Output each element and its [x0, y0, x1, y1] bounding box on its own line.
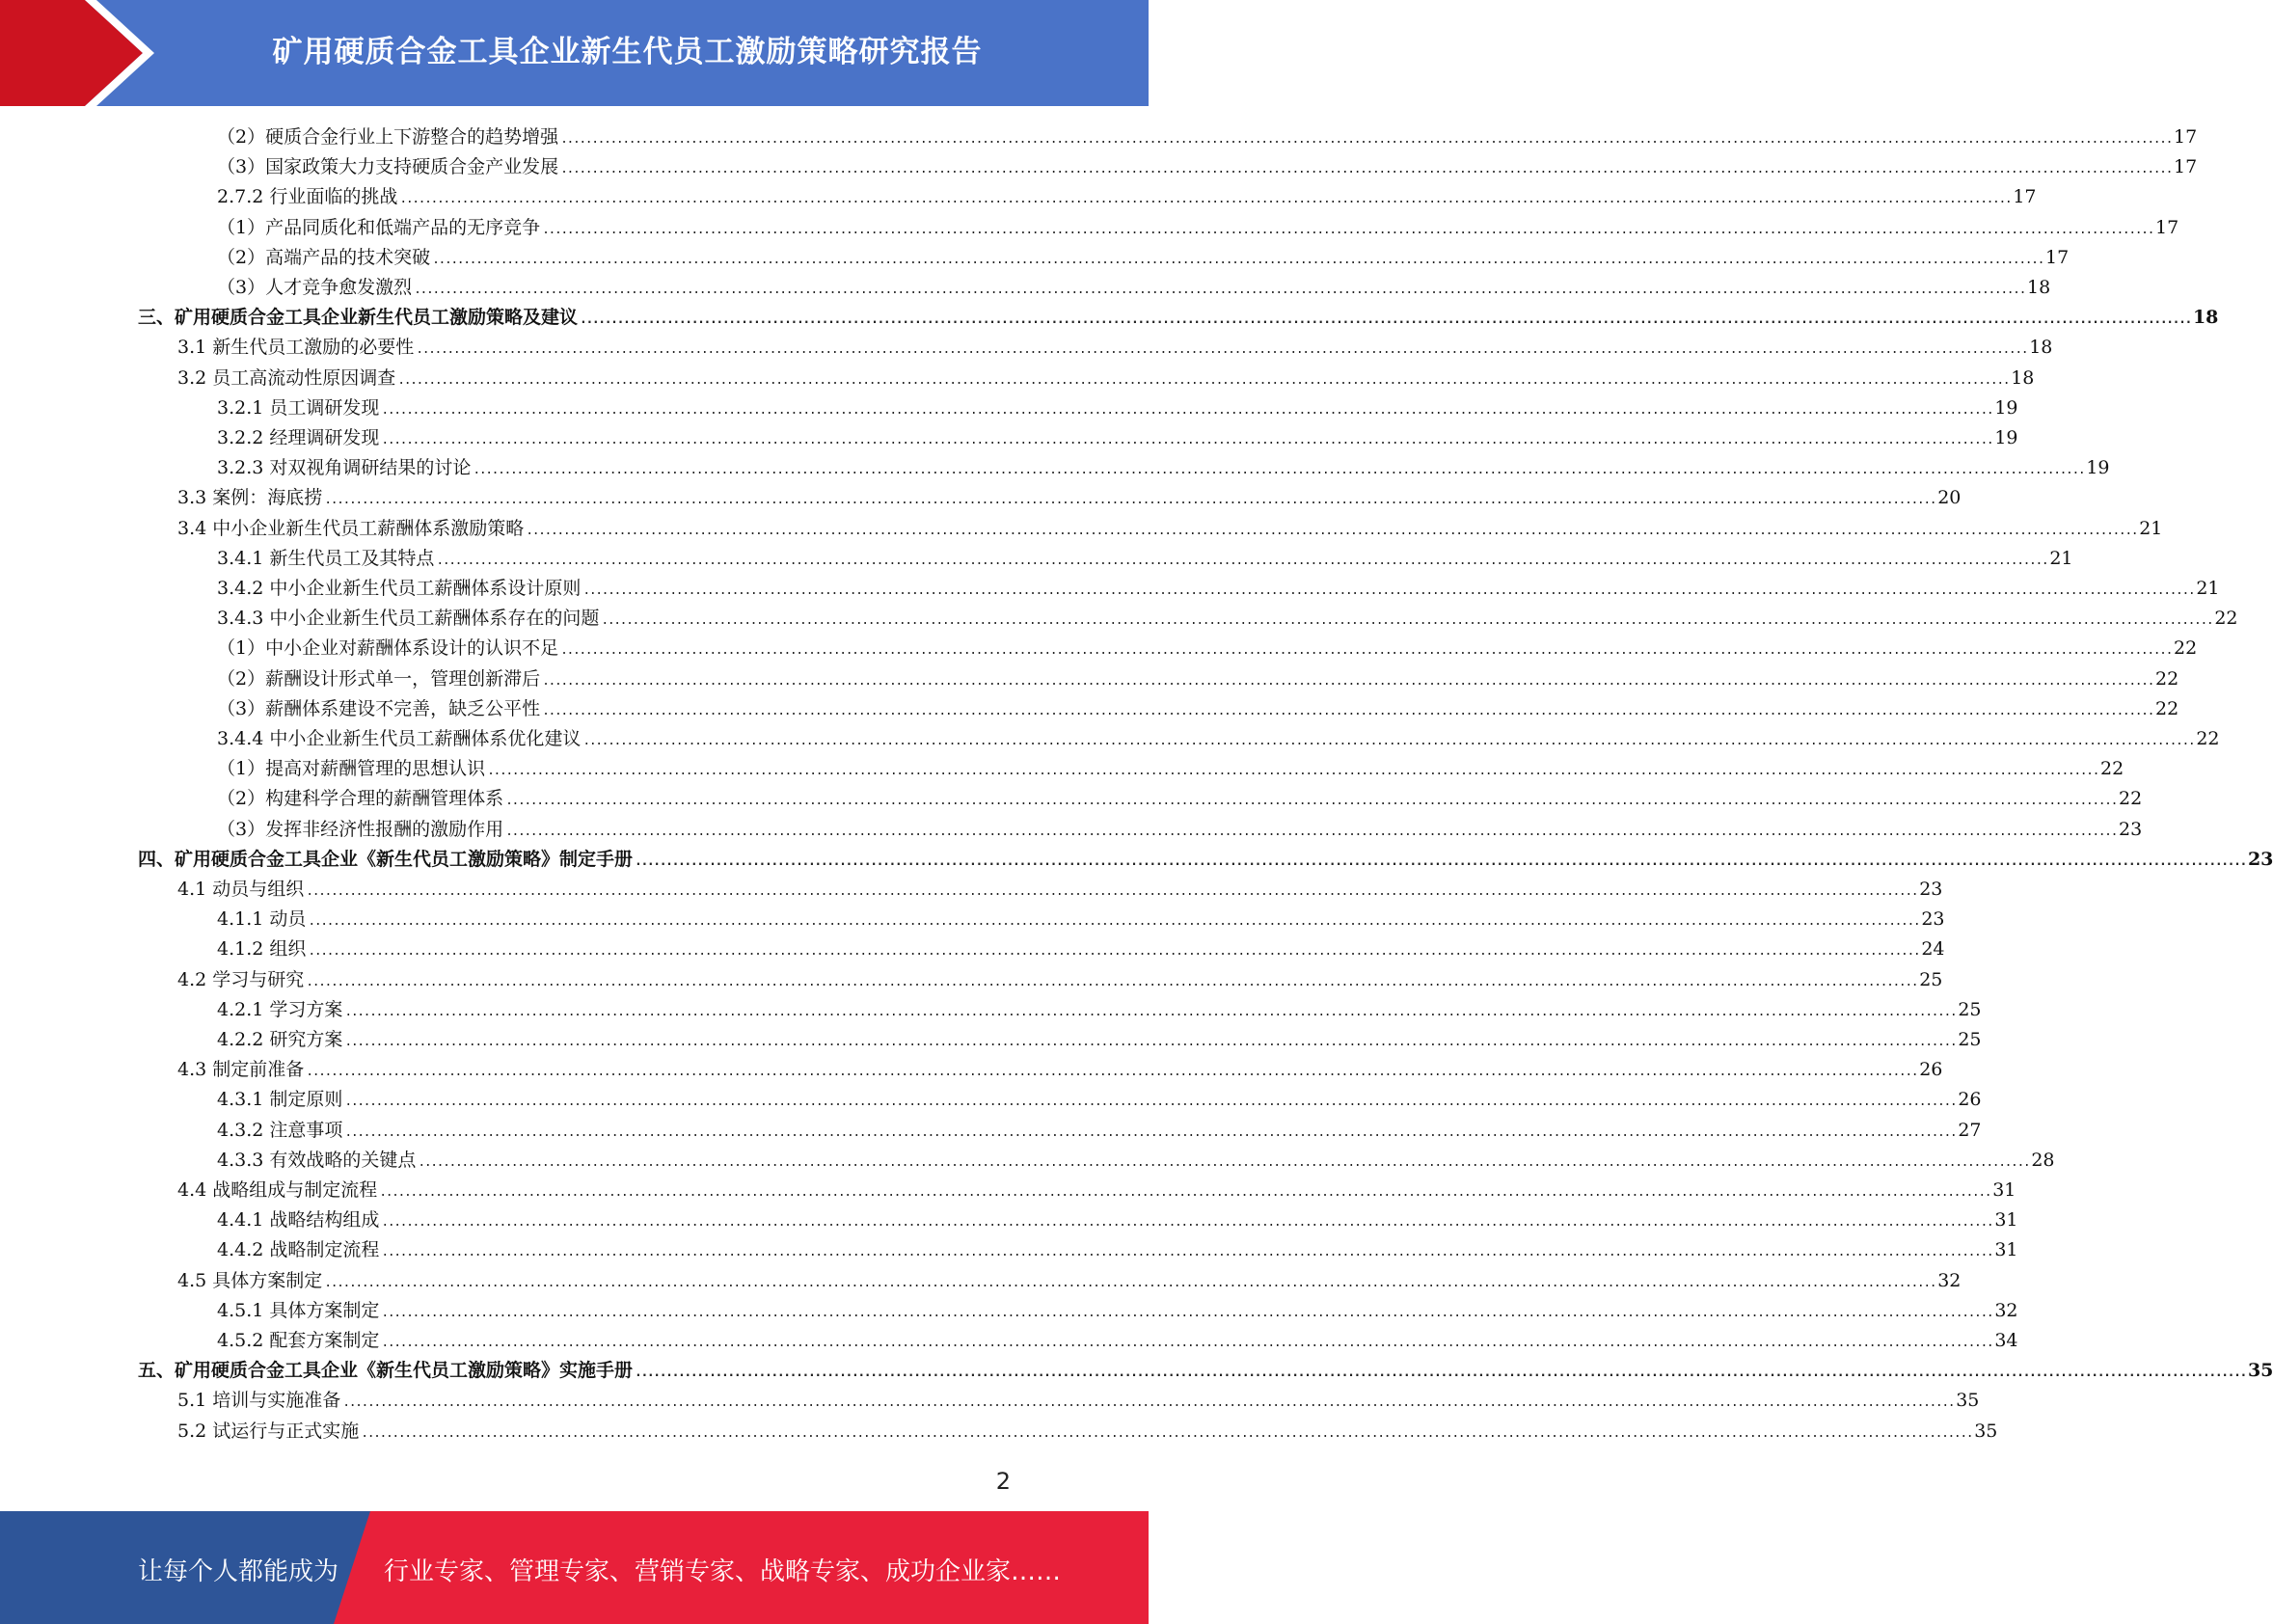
- toc-entry-row[interactable]: [217, 1146, 2055, 1176]
- toc-entry-row[interactable]: [217, 724, 2220, 754]
- toc-entry-page: 20: [1937, 487, 1962, 508]
- toc-entry-label: 4.4.2 战略制定流程: [217, 1239, 380, 1260]
- toc-entry-page: 24: [1921, 938, 1945, 960]
- toc-entry-label: 4.1.2 组织: [217, 938, 307, 960]
- toc-entry-row[interactable]: [217, 393, 2018, 423]
- toc-entry-row[interactable]: [217, 754, 2124, 784]
- toc-entry-row[interactable]: [217, 243, 2070, 273]
- toc-entry-page: 23: [2119, 819, 2143, 840]
- toc-chapter-row[interactable]: [138, 1356, 2273, 1386]
- toc-entry-label: 4.2 学习与研究: [177, 969, 305, 990]
- toc-entry-row[interactable]: [217, 905, 1945, 934]
- toc-entry-label: 五、矿用硬质合金工具企业《新生代员工激励策略》实施手册: [138, 1360, 634, 1381]
- toc-entry-label: 3.4 中小企业新生代员工薪酬体系激励策略: [177, 518, 525, 539]
- toc-entry-page: 35: [1974, 1421, 1998, 1442]
- toc-entry-label: （3）人才竞争愈发激烈: [217, 277, 413, 298]
- toc-entry-page: 22: [2196, 728, 2220, 749]
- toc-entry-row[interactable]: [217, 995, 1982, 1025]
- toc-entry-row[interactable]: [217, 152, 2198, 182]
- toc-entry-page: 26: [1958, 1089, 1982, 1110]
- toc-entry-label: 5.2 试运行与正式实施: [177, 1421, 360, 1442]
- toc-entry-row[interactable]: [177, 1266, 1962, 1296]
- toc-dot-leader: ....................................................................................................................................................................................................................................................................: [542, 704, 2154, 718]
- report-title: 矿用硬质合金工具企业新生代员工激励策略研究报告: [272, 35, 983, 69]
- toc-entry-label: 5.1 培训与实施准备: [177, 1390, 341, 1411]
- toc-entry-page: 17: [2155, 217, 2179, 238]
- toc-entry-label: 4.3.2 注意事项: [217, 1120, 343, 1141]
- toc-entry-page: 28: [2031, 1150, 2055, 1171]
- toc-entry-page: 22: [2100, 758, 2124, 779]
- toc-entry-row[interactable]: [177, 1055, 1943, 1085]
- toc-dot-leader: ....................................................................................................................................................................................................................................................................: [381, 1215, 1993, 1230]
- toc-entry-page: 32: [1994, 1300, 2018, 1321]
- toc-entry-label: （2）高端产品的技术突破: [217, 247, 431, 268]
- toc-entry-label: 3.4.3 中小企业新生代员工薪酬体系存在的问题: [217, 608, 600, 629]
- toc-entry-page: 17: [2045, 247, 2070, 268]
- toc-entry-label: 4.4 战略组成与制定流程: [177, 1179, 378, 1201]
- toc-entry-label: 3.4.4 中小企业新生代员工薪酬体系优化建议: [217, 728, 582, 749]
- footer-slogan-right: 行业专家、管理专家、营销专家、战略专家、成功企业家……: [384, 1557, 1062, 1586]
- toc-entry-page: 17: [2174, 126, 2198, 148]
- toc-entry-page: 22: [2174, 637, 2198, 659]
- toc-entry-row[interactable]: [217, 423, 2018, 453]
- toc-entry-page: 31: [1992, 1179, 2016, 1201]
- toc-entry-row[interactable]: [217, 784, 2143, 814]
- toc-dot-leader: ....................................................................................................................................................................................................................................................................: [308, 914, 1920, 929]
- toc-dot-leader: ....................................................................................................................................................................................................................................................................: [306, 884, 1918, 899]
- toc-entry-page: 26: [1919, 1059, 1943, 1080]
- toc-entry-row[interactable]: [177, 333, 2053, 363]
- toc-entry-row[interactable]: [177, 514, 2163, 544]
- toc-dot-leader: ....................................................................................................................................................................................................................................................................: [381, 1336, 1993, 1350]
- toc-entry-label: 4.2.2 研究方案: [217, 1029, 343, 1050]
- toc-entry-row[interactable]: [217, 694, 2179, 724]
- toc-entry-label: （1）中小企业对薪酬体系设计的认识不足: [217, 637, 559, 659]
- toc-entry-page: 23: [1919, 879, 1943, 900]
- toc-dot-leader: ....................................................................................................................................................................................................................................................................: [344, 1125, 1957, 1140]
- toc-entry-page: 35: [1956, 1390, 1980, 1411]
- toc-dot-leader: ....................................................................................................................................................................................................................................................................: [381, 1306, 1993, 1320]
- toc-entry-page: 23: [2247, 849, 2273, 870]
- toc-dot-leader: ....................................................................................................................................................................................................................................................................: [436, 554, 2048, 568]
- toc-entry-label: 3.4.1 新生代员工及其特点: [217, 548, 435, 569]
- toc-entry-label: 4.5.2 配套方案制定: [217, 1330, 380, 1351]
- toc-entry-page: 18: [2192, 307, 2219, 328]
- toc-entry-row[interactable]: [217, 634, 2198, 663]
- toc-dot-leader: ....................................................................................................................................................................................................................................................................: [582, 734, 2195, 748]
- toc-entry-row[interactable]: [217, 544, 2073, 574]
- toc-dot-leader: ....................................................................................................................................................................................................................................................................: [473, 463, 2085, 477]
- toc-entry-label: （3）发挥非经济性报酬的激励作用: [217, 819, 504, 840]
- toc-entry-row[interactable]: [217, 1025, 1982, 1055]
- toc-dot-leader: ....................................................................................................................................................................................................................................................................: [306, 975, 1918, 989]
- toc-dot-leader: ....................................................................................................................................................................................................................................................................: [306, 1065, 1918, 1079]
- toc-dot-leader: ....................................................................................................................................................................................................................................................................: [560, 132, 2173, 147]
- toc-dot-leader: ....................................................................................................................................................................................................................................................................: [432, 253, 2044, 267]
- toc-dot-leader: ....................................................................................................................................................................................................................................................................: [399, 192, 2012, 206]
- toc-entry-label: 3.2.3 对双视角调研结果的讨论: [217, 457, 472, 478]
- toc-dot-leader: ....................................................................................................................................................................................................................................................................: [635, 1366, 2246, 1380]
- toc-entry-label: 四、矿用硬质合金工具企业《新生代员工激励策略》制定手册: [138, 849, 634, 870]
- toc-entry-row[interactable]: [177, 965, 1943, 995]
- toc-entry-page: 25: [1958, 999, 1982, 1020]
- toc-dot-leader: ....................................................................................................................................................................................................................................................................: [487, 764, 2099, 778]
- toc-entry-page: 31: [1994, 1239, 2018, 1260]
- toc-entry-page: 35: [2247, 1360, 2273, 1381]
- toc-entry-page: 21: [2049, 548, 2073, 569]
- toc-entry-page: 17: [2013, 186, 2037, 207]
- toc-entry-label: （3）国家政策大力支持硬质合金产业发展: [217, 156, 559, 177]
- toc-entry-label: 4.3 制定前准备: [177, 1059, 305, 1080]
- toc-dot-leader: ....................................................................................................................................................................................................................................................................: [344, 1095, 1957, 1109]
- toc-entry-row[interactable]: [217, 815, 2143, 845]
- toc-entry-page: 22: [2214, 608, 2238, 629]
- toc-dot-leader: ....................................................................................................................................................................................................................................................................: [381, 1245, 1993, 1259]
- toc-dot-leader: ....................................................................................................................................................................................................................................................................: [560, 162, 2173, 176]
- toc-entry-row[interactable]: [177, 1176, 2016, 1205]
- toc-chapter-row[interactable]: [138, 303, 2219, 333]
- toc-dot-leader: ....................................................................................................................................................................................................................................................................: [381, 403, 1993, 418]
- toc-dot-leader: ....................................................................................................................................................................................................................................................................: [505, 794, 2118, 808]
- toc-entry-page: 19: [1994, 397, 2018, 419]
- toc-dot-leader: ....................................................................................................................................................................................................................................................................: [414, 283, 2026, 297]
- toc-entry-row[interactable]: [217, 1205, 2018, 1235]
- toc-entry-row[interactable]: [217, 604, 2238, 634]
- toc-dot-leader: ....................................................................................................................................................................................................................................................................: [601, 613, 2213, 628]
- toc-dot-leader: ....................................................................................................................................................................................................................................................................: [505, 825, 2118, 839]
- toc-dot-leader: ....................................................................................................................................................................................................................................................................: [635, 854, 2246, 869]
- toc-dot-leader: ....................................................................................................................................................................................................................................................................: [344, 1005, 1957, 1019]
- toc-entry-page: 21: [2196, 578, 2220, 599]
- toc-entry-page: 25: [1919, 969, 1943, 990]
- toc-entry-row[interactable]: [177, 1386, 1980, 1416]
- toc-entry-row[interactable]: [177, 1417, 1998, 1447]
- toc-entry-row[interactable]: [217, 1085, 1982, 1115]
- toc-entry-page: 18: [2029, 337, 2053, 358]
- toc-entry-page: 18: [2027, 277, 2051, 298]
- toc-dot-leader: ....................................................................................................................................................................................................................................................................: [308, 944, 1920, 959]
- toc-dot-leader: ....................................................................................................................................................................................................................................................................: [416, 342, 2028, 357]
- toc-entry-page: 17: [2174, 156, 2198, 177]
- toc-entry-row[interactable]: [217, 453, 2110, 483]
- toc-entry-label: （3）薪酬体系建设不完善，缺乏公平性: [217, 698, 541, 719]
- toc-entry-row[interactable]: [217, 182, 2037, 212]
- toc-dot-leader: ....................................................................................................................................................................................................................................................................: [324, 493, 1936, 507]
- toc-entry-label: （2）构建科学合理的薪酬管理体系: [217, 788, 504, 809]
- toc-entry-row[interactable]: [217, 574, 2220, 604]
- toc-entry-page: 19: [1994, 427, 2018, 448]
- page-header: [0, 0, 1149, 106]
- toc-entry-label: 4.5 具体方案制定: [177, 1270, 323, 1291]
- toc-entry-page: 22: [2155, 668, 2179, 690]
- toc-entry-page: 31: [1994, 1209, 2018, 1231]
- toc-dot-leader: ....................................................................................................................................................................................................................................................................: [580, 312, 2191, 327]
- toc-dot-leader: ....................................................................................................................................................................................................................................................................: [379, 1185, 1991, 1200]
- toc-entry-page: 22: [2155, 698, 2179, 719]
- toc-entry-row[interactable]: [217, 273, 2051, 303]
- toc-dot-leader: ....................................................................................................................................................................................................................................................................: [582, 583, 2195, 598]
- toc-entry-row[interactable]: [217, 1296, 2018, 1326]
- toc-entry-label: 3.2 员工高流动性原因调查: [177, 367, 396, 389]
- toc-entry-label: 2.7.2 行业面临的挑战: [217, 186, 398, 207]
- toc-entry-label: （1）产品同质化和低端产品的无序竞争: [217, 217, 541, 238]
- toc-entry-label: （1）提高对薪酬管理的思想认识: [217, 758, 486, 779]
- toc-entry-label: 3.4.2 中小企业新生代员工薪酬体系设计原则: [217, 578, 582, 599]
- toc-entry-label: 3.2.2 经理调研发现: [217, 427, 380, 448]
- toc-entry-label: 3.2.1 员工调研发现: [217, 397, 380, 419]
- toc-entry-page: 22: [2119, 788, 2143, 809]
- toc-entry-page: 19: [2086, 457, 2110, 478]
- toc-entry-row[interactable]: [177, 364, 2035, 393]
- toc-entry-row[interactable]: [217, 1116, 1982, 1146]
- toc-dot-leader: ....................................................................................................................................................................................................................................................................: [324, 1276, 1936, 1290]
- toc-dot-leader: ....................................................................................................................................................................................................................................................................: [526, 524, 2138, 538]
- page-footer: [0, 1511, 1149, 1624]
- page-number: 2: [995, 1468, 1011, 1495]
- toc-dot-leader: ....................................................................................................................................................................................................................................................................: [560, 643, 2173, 658]
- toc-dot-leader: ....................................................................................................................................................................................................................................................................: [381, 433, 1993, 447]
- toc-entry-label: （2）薪酬设计形式单一，管理创新滞后: [217, 668, 541, 690]
- toc-entry-row[interactable]: [217, 122, 2198, 152]
- toc-dot-leader: ....................................................................................................................................................................................................................................................................: [542, 223, 2154, 237]
- toc-entry-row[interactable]: [217, 664, 2179, 694]
- footer-slogan-left: 让每个人都能成为: [138, 1557, 339, 1586]
- toc-entry-row[interactable]: [217, 1326, 2018, 1356]
- toc-entry-page: 27: [1958, 1120, 1982, 1141]
- toc-entry-label: 三、矿用硬质合金工具企业新生代员工激励策略及建议: [138, 307, 579, 328]
- toc-entry-label: 3.3 案例：海底捞: [177, 487, 323, 508]
- toc-dot-leader: ....................................................................................................................................................................................................................................................................: [361, 1426, 1973, 1441]
- toc-entry-label: 4.3.3 有效战略的关键点: [217, 1150, 417, 1171]
- toc-entry-page: 18: [2011, 367, 2035, 389]
- toc-chapter-row[interactable]: [138, 845, 2273, 875]
- toc-entry-page: 23: [1921, 908, 1945, 930]
- toc-entry-page: 21: [2139, 518, 2163, 539]
- toc-dot-leader: ....................................................................................................................................................................................................................................................................: [342, 1395, 1955, 1410]
- toc-entry-row[interactable]: [177, 875, 1943, 905]
- toc-entry-page: 25: [1958, 1029, 1982, 1050]
- toc-entry-label: （2）硬质合金行业上下游整合的趋势增强: [217, 126, 559, 148]
- toc-entry-label: 4.1.1 动员: [217, 908, 307, 930]
- toc-entry-label: 4.2.1 学习方案: [217, 999, 343, 1020]
- toc-dot-leader: ....................................................................................................................................................................................................................................................................: [344, 1035, 1957, 1049]
- toc-entry-row[interactable]: [217, 934, 1945, 964]
- toc-entry-row[interactable]: [217, 213, 2179, 243]
- toc-entry-page: 34: [1994, 1330, 2018, 1351]
- toc-entry-label: 4.3.1 制定原则: [217, 1089, 343, 1110]
- toc-dot-leader: ....................................................................................................................................................................................................................................................................: [397, 373, 2010, 388]
- toc-dot-leader: ....................................................................................................................................................................................................................................................................: [542, 674, 2154, 689]
- toc-entry-row[interactable]: [177, 483, 1962, 513]
- toc-entry-row[interactable]: [217, 1235, 2018, 1265]
- toc-entry-label: 4.1 动员与组织: [177, 879, 305, 900]
- toc-entry-page: 32: [1937, 1270, 1962, 1291]
- toc-entry-label: 4.4.1 战略结构组成: [217, 1209, 380, 1231]
- toc-entry-label: 4.5.1 具体方案制定: [217, 1300, 380, 1321]
- toc-entry-label: 3.1 新生代员工激励的必要性: [177, 337, 415, 358]
- toc-dot-leader: ....................................................................................................................................................................................................................................................................: [418, 1155, 2030, 1170]
